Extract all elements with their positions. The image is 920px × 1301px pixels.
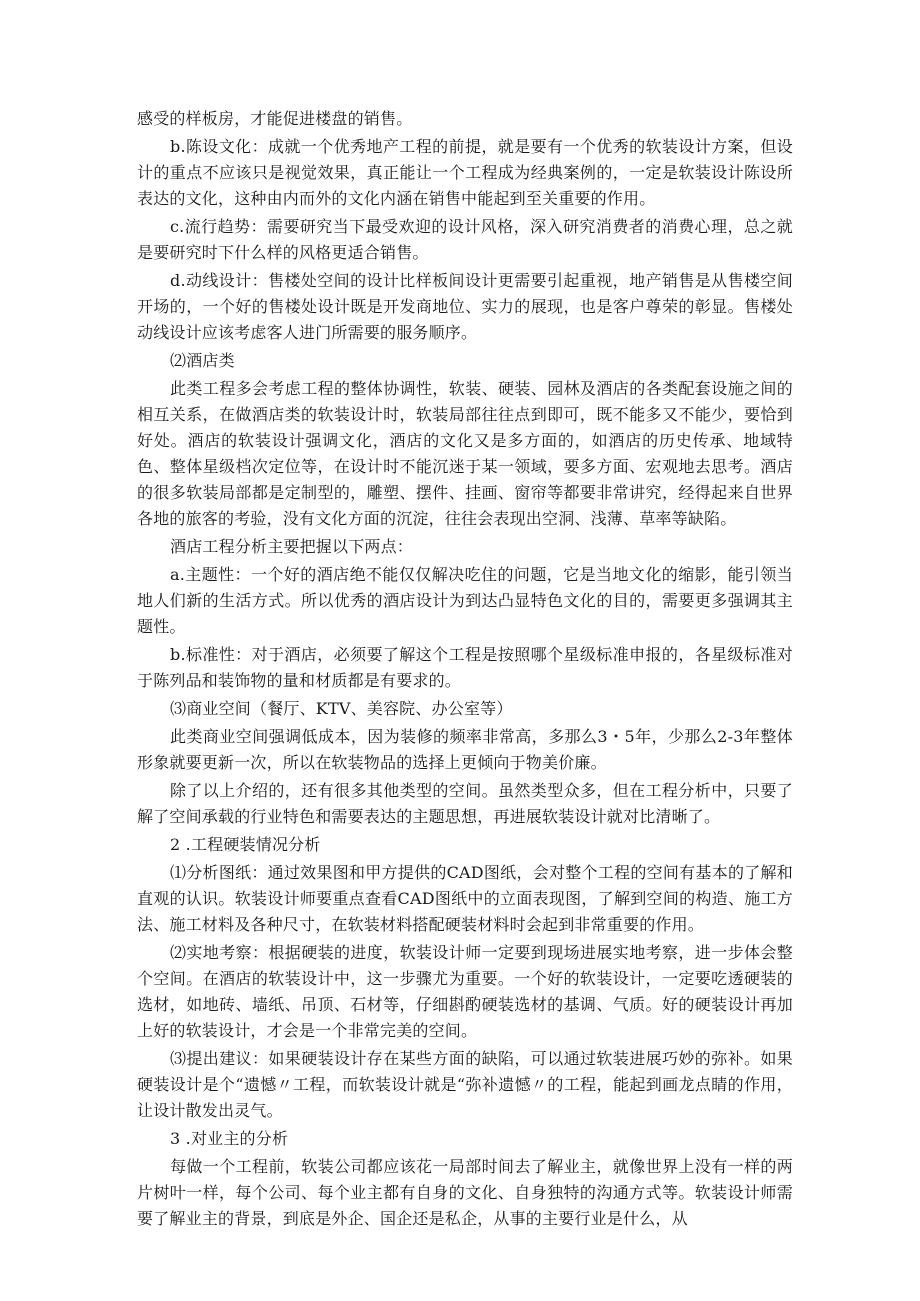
paragraph-hotel-points: 酒店工程分析主要把握以下两点： (170, 537, 414, 556)
heading-hotel: ⑵酒店类 (170, 351, 235, 370)
paragraph-commercial-cost: 此类商业空间强调低成本，因为装修的频率非常高，多那么3・5年，少那么2-3年整体形象就要更新一次，所以在软装物品的选择上更倾向于物美价廉。 (137, 727, 793, 772)
paragraph-other-spaces: 除了以上介绍的，还有很多其他类型的空间。虽然类型众多，但在工程分析中，只要了解了空间承载的行业特色和需要表达的主题思想，再进展软装设计就对比清晰了。 (137, 781, 793, 826)
paragraph-circulation: d.动线设计：售楼处空间的设计比样板间设计更需要引起重视，地产销售是从售楼空间开场的，一个好的售楼处设计既是开发商地位、实力的展现，也是客户尊荣的彰显。售楼处动线设计应该考虑客人进门所需要的服务顺序。 (137, 271, 793, 342)
paragraph-standard: b.标准性：对于酒店，必须要了解这个工程是按照哪个星级标准申报的，各星级标准对于陈列品和装饰物的量和材质都是有要求的。 (137, 645, 793, 690)
heading-hardfit-analysis: 2 .工程硬装情况分析 (170, 835, 321, 854)
paragraph-sample-house: 感受的样板房，才能促进楼盘的销售。 (137, 109, 413, 128)
paragraph-theme: a.主题性：一个好的酒店绝不能仅仅解决吃住的问题，它是当地文化的缩影，能引领当地人们新的生活方式。所以优秀的酒店设计为到达凸显特色文化的目的，需要更多强调其主题性。 (137, 565, 793, 636)
paragraph-drawings: ⑴分析图纸：通过效果图和甲方提供的CAD图纸，会对整个工程的空间有基本的了解和直观的认识。软装设计师要重点查看CAD图纸中的立面表现图，了解到空间的构造、施工方法、施工材料及各种尺寸，在软装材料搭配硬装材料时会起到非常重要的作用。 (137, 863, 793, 934)
paragraph-suggestions: ⑶提出建议：如果硬装设计存在某些方面的缺陷，可以通过软装进展巧妙的弥补。如果硬装设计是个“遗憾〃工程，而软装设计就是“弥补遗憾〃的工程，能起到画龙点睛的作用，让设计散发出灵气。 (137, 1049, 793, 1120)
document-page (137, 106, 793, 1234)
paragraph-site-visit: ⑵实地考察：根据硬装的进度，软装设计师一定要到现场进展实地考察，进一步体会整个空间。在酒店的软装设计中，这一步骤尤为重要。一个好的软装设计，一定要吃透硬装的选材，如地砖、墙纸、吊顶、石材等，仔细斟酌硬装选材的基调、气质。好的硬装设计再加上好的软装设计，才会是一个非常完美的空间。 (137, 943, 793, 1040)
paragraph-client: 每做一个工程前，软装公司都应该花一局部时间去了解业主，就像世界上没有一样的两片树叶一样，每个公司、每个业主都有自身的文化、自身独特的沟通方式等。软装设计师需要了解业主的背景，到底是外企、国企还是私企，从事的主要行业是什么，从 (137, 1157, 793, 1228)
heading-client-analysis: 3 .对业主的分析 (170, 1129, 289, 1148)
paragraph-hotel-overview: 此类工程多会考虑工程的整体协调性，软装、硬装、园林及酒店的各类配套设施之间的相互关系，在做酒店类的软装设计时，软装局部往往点到即可，既不能多又不能少，要恰到好处。酒店的软装设计强调文化，酒店的文化又是多方面的，如酒店的历史传承、地域特色、整体星级档次定位等，在设计时不能沉迷于某一领域，要多方面、宏观地去思考。酒店的很多软装局部都是定制型的，雕塑、摆件、挂画、窗帘等都要非常讲究，经得起来自世界各地的旅客的考验，没有文化方面的沉淀，往往会表现出空洞、浅薄、草率等缺陷。 (137, 379, 793, 528)
paragraph-trend: c.流行趋势：需要研究当下最受欢迎的设计风格，深入研究消费者的消费心理，总之就是要研究时下什么样的风格更适合销售。 (137, 217, 793, 262)
paragraph-decor-culture: b.陈设文化：成就一个优秀地产工程的前提，就是要有一个优秀的软装设计方案，但设计的重点不应该只是视觉效果，真正能让一个工程成为经典案例的，一定是软装设计陈设所表达的文化，这种由内而外的文化内涵在销售中能起到至关重要的作用。 (137, 137, 793, 208)
heading-commercial: ⑶商业空间（餐厅、KTV、美容院、办公室等） (170, 699, 513, 718)
